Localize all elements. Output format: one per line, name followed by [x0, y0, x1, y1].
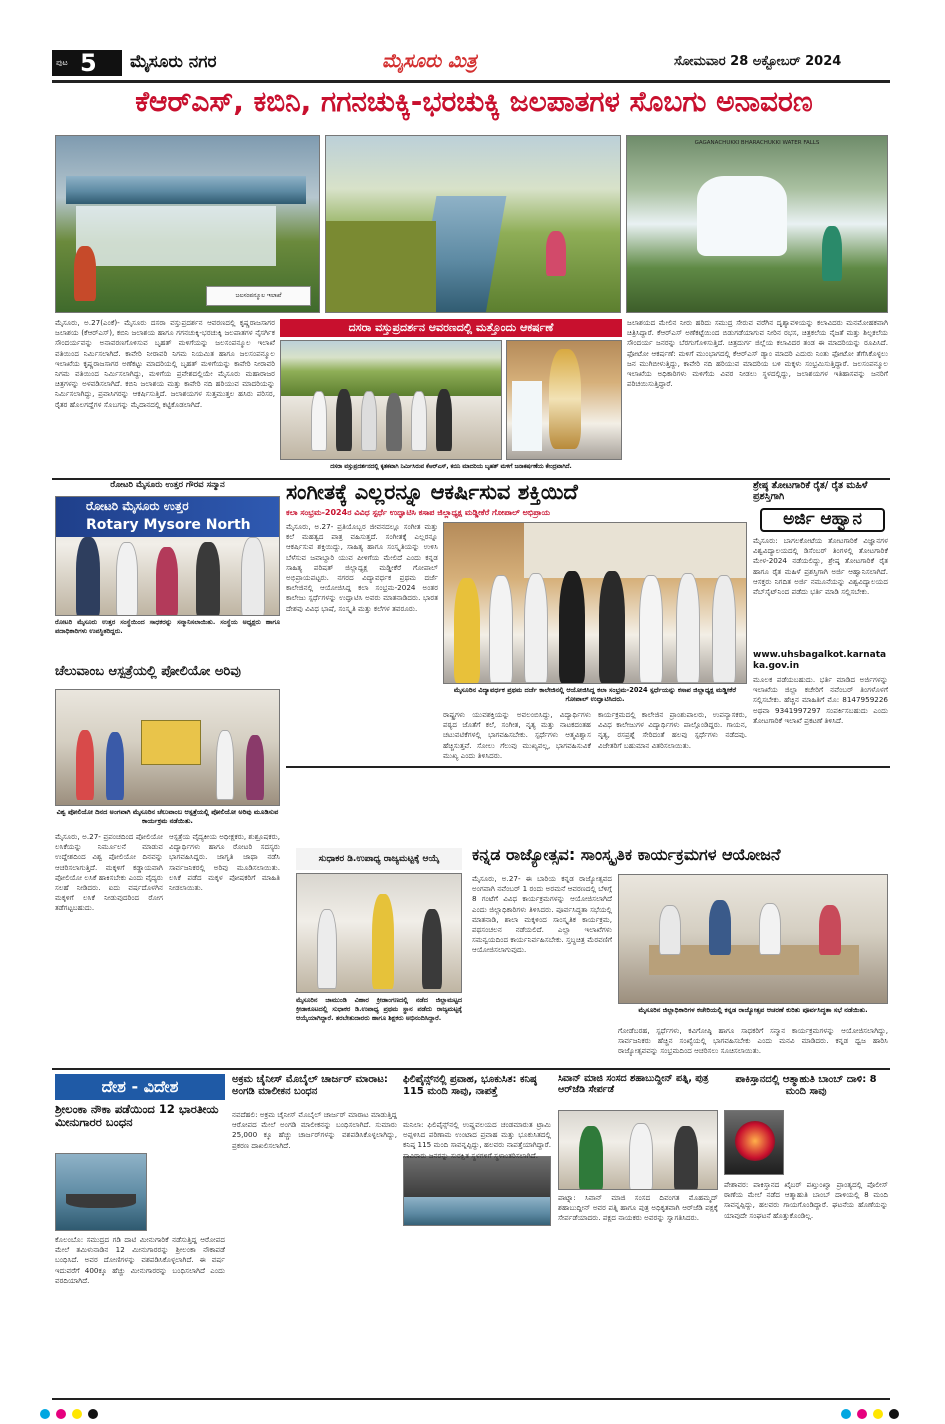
- dept-sign-text: ಜಲಸಂಪನ್ಮೂಲ ಇಲಾಖೆ: [235, 292, 282, 299]
- masthead-rule: [52, 80, 890, 83]
- desha-s3-body: ಮನಿಲಾ: ಫಿಲಿಪೈನ್ಸ್‌ನಲ್ಲಿ ಉಷ್ಣವಲಯದ ಚಂಡಮಾರುತ ಟ್ರಾಮಿ ಅಪ್ಪಳಿಸಿದ ಪರಿಣಾಮ ಉಂಟಾದ ಪ್ರವಾಹ ಮತ್ತು ಭೂಕುಸಿತದಲ್ಲಿ ಕನಿಷ್ಠ 115 ಮಂದಿ ಸಾವನ್ನಪ್ಪಿದ್ದು, ಹಲವರು ನಾಪತ್ತೆಯಾಗಿದ್ದಾರೆ. ಸಾವಿರಾರು ಜನರನ್ನು ಸುರಕ್ಷಿತ ಸ್ಥಳಗಳಿಗೆ ಸ್ಥಳಾಂತರಿಸಲಾಗಿದೆ.: [403, 1120, 551, 1160]
- rotary-person-1: [76, 537, 100, 616]
- registration-dot-black-2: [889, 1409, 899, 1419]
- politician-3: [674, 1126, 698, 1190]
- guest-2: [489, 575, 513, 683]
- sub-caption: ದಸರಾ ವಸ್ತುಪ್ರದರ್ಶನದಲ್ಲಿ ಕೃತಕವಾಗಿ ನಿರ್ಮಿಸಿರುವ ಕೆಆರ್‌ಎಸ್, ಕಬಿನಿ ಮಾದರಿಯ ಬೃಹತ್ ಮಳಿಗೆ ಜನಾಕರ್ಷಣೆಯ ಕೇಂದ್ರವಾಗಿದೆ.: [330, 464, 572, 470]
- polio-photo: [55, 689, 280, 806]
- dam-shape: [66, 176, 306, 204]
- bottom-rule: [52, 1398, 890, 1400]
- rotary-banner: [56, 497, 280, 537]
- guest-4: [559, 571, 585, 683]
- rotary-caption: ರೋಟರಿ ಮೈಸೂರು ಉತ್ತರ ಸಂಸ್ಥೆಯಿಂದ ಸಾಧಕರನ್ನು ಸನ್ಮಾನಿಸಲಾಯಿತು. ಸಂಸ್ಥೆಯ ಅಧ್ಯಕ್ಷರು ಹಾಗೂ ಪದಾಧಿಕಾರಿಗಳು ಉಪಸ್ಥಿತರಿದ್ದರು.: [55, 618, 280, 635]
- polio-person-3: [216, 730, 234, 800]
- music-col-mid: ರಾಷ್ಟ್ರಗಳು ಯುವಶಕ್ತಿಯನ್ನು ಅವಲಂಬಿಸಿದ್ದು, ವಿದ್ಯಾರ್ಥಿಗಳು ಪಠ್ಯದ ಜೊತೆಗೆ ಕಲೆ, ಸಂಗೀತ, ನೃತ್ಯ ಮತ್ತು ನಾಟಕದಂತಹ ಚಟುವಟಿಕೆಗಳಲ್ಲಿ ಭಾಗವಹಿಸಬೇಕು. ಸ್ಪರ್ಧೆಗಳು ಆತ್ಮವಿಶ್ವಾಸ ಹೆಚ್ಚಿಸುತ್ತವೆ. ಸೋಲು ಗೆಲುವು ಮುಖ್ಯವಲ್ಲ, ಭಾಗವಹಿಸುವಿಕೆ ಮುಖ್ಯ ಎಂದು ತಿಳಿಸಿದರು.: [443, 710, 591, 760]
- guest-5: [599, 571, 625, 683]
- registration-dot-magenta-2: [857, 1409, 867, 1419]
- desha-band-text: ದೇಶ - ವಿದೇಶ: [101, 1077, 179, 1096]
- masthead: [52, 48, 890, 78]
- music-col-right: ಕಾರ್ಯಕ್ರಮದಲ್ಲಿ ಕಾಲೇಜಿನ ಪ್ರಾಂಶುಪಾಲರು, ಉಪನ್ಯಾಸಕರು, ವಿವಿಧ ಕಾಲೇಜುಗಳ ವಿದ್ಯಾರ್ಥಿಗಳು ಪಾಲ್ಗೊಂಡಿದ್ದರು. ಗಾಯನ, ನೃತ್ಯ, ರಸಪ್ರಶ್ನೆ ಸೇರಿದಂತೆ ಹಲವು ಸ್ಪರ್ಧೆಗಳು ನಡೆದವು. ವಿಜೇತರಿಗೆ ಬಹುಮಾನ ವಿತರಿಸಲಾಯಿತು.: [598, 710, 747, 750]
- rajyotsava-col-b: ಗೋಡೆಬರಹ, ಸ್ಪರ್ಧೆಗಳು, ಕವಿಗೋಷ್ಠಿ ಹಾಗೂ ಸಾಧಕರಿಗೆ ಸನ್ಮಾನ ಕಾರ್ಯಕ್ರಮಗಳನ್ನು ಆಯೋಜಿಸಲಾಗಿದ್ದು, ಸಾರ್ವಜನಿಕರು ಹೆಚ್ಚಿನ ಸಂಖ್ಯೆಯಲ್ಲಿ ಭಾಗವಹಿಸಬೇಕು ಎಂದು ಮನವಿ ಮಾಡಿದರು. ಕನ್ನಡ ಧ್ವಜ ಹಾರಿಸಿ ರಾಜ್ಯೋತ್ಸವವನ್ನು ಸಂಭ್ರಮದಿಂದ ಆಚರಿಸಲು ಸೂಚಿಸಲಾಯಿತು.: [618, 1026, 888, 1056]
- blast-shape: [735, 1121, 775, 1161]
- music-subhead: ಕಲಾ ಸಂಭ್ರಮ-2024ರ ವಿವಿಧ ಸ್ಪರ್ಧೆ ಉದ್ಘಾಟಿಸಿ ಕಸಾಪ ಜಿಲ್ಲಾಧ್ಯಕ್ಷ ಮಡ್ಡೀಕೆರೆ ಗೋಪಾಲ್ ಅಭಿಪ್ರಾಯ: [286, 508, 551, 517]
- group-person-5: [411, 391, 427, 451]
- politician-1: [579, 1126, 603, 1190]
- horti-headline: ಅರ್ಜಿ ಆಹ್ವಾನ: [760, 508, 885, 532]
- dam-water-fall: [76, 206, 276, 266]
- rotary-banner-en: Rotary Mysore North: [86, 517, 251, 533]
- official-1: [659, 905, 681, 955]
- lead-headline: ಕೆಆರ್‌ಎಸ್, ಕಬಿನಿ, ಗಗನಚುಕ್ಕಿ-ಭರಚುಕ್ಕಿ ಜಲಪಾತಗಳ ಸೊಬಗು ಅನಾವರಣ: [135, 86, 813, 118]
- statue-waterfall: [512, 381, 542, 451]
- sudhaker-photo: [296, 873, 462, 993]
- rajyotsava-headline: ಕನ್ನಡ ರಾಜ್ಯೋತ್ಸವ: ಸಾಂಸ್ಕೃತಿಕ ಕಾರ್ಯಕ್ರಮಗಳ ಆಯೋಜನೆ: [472, 846, 781, 864]
- music-photo: [443, 522, 747, 684]
- desha-s1-head: ಶ್ರೀಲಂಕಾ ನೌಕಾ ಪಡೆಯಿಂದ 12 ಭಾರತೀಯ ಮೀನುಗಾರರ ಬಂಧನ: [55, 1103, 219, 1130]
- lead-col1: ಮೈಸೂರು, ಅ.27(ಎಂಕೆ)- ಮೈಸೂರು ದಸರಾ ವಸ್ತುಪ್ರದರ್ಶನ ಆವರಣದಲ್ಲಿ ಕೃಷ್ಣರಾಜಸಾಗರ ಜಲಾಶಯ (ಕೆಆರ್‌ಎಸ್), ಕಬಿನಿ ಜಲಾಶಯ ಹಾಗೂ ಗಗನಚುಕ್ಕಿ-ಭರಚುಕ್ಕಿ ಜಲಪಾತಗಳ ನೈಸರ್ಗಿಕ ಸೌಂದರ್ಯವನ್ನು ಅನಾವರಣಗೊಳಿಸುವ ಬೃಹತ್ ಮಳಿಗೆಯನ್ನು ಜಲಸಂಪನ್ಮೂಲ ಇಲಾಖೆ ವತಿಯಿಂದ ನಿರ್ಮಿಸಲಾಗಿದೆ. ಕಾವೇರಿ ನೀರಾವರಿ ನಿಗಮ ನಿಯಮಿತ ಹಾಗೂ ಜಲಸಂಪನ್ಮೂಲ ಇಲಾಖೆಯ ಕೃಷ್ಣರಾಜಸಾಗರ ಅಣೆಕಟ್ಟು ಮಾದರಿಯಲ್ಲಿ ಬೃಹತ್ ಮಳಿಗೆಯನ್ನು ಕಾವೇರಿ ನೀರಾವರಿ ನಿಗಮ ವತಿಯಿಂದ ನಿರ್ಮಿಸಲಾಗಿದ್ದು, ಮಳಿಗೆಯ ಪ್ರವೇಶದಲ್ಲಿಯೇ ಮೈಸೂರು ಮಹಾರಾಜರ ಚಿತ್ರಗಳನ್ನು ಅಳವಡಿಸಲಾಗಿದೆ. ಕಬಿನಿ ಜಲಾಶಯ ಮತ್ತು ಕಾವೇರಿ ನದಿ ಹರಿಯುವ ಮಾದರಿಯನ್ನು ನಿರ್ಮಿಸಲಾಗಿದ್ದು, ಪ್ರವಾಸಿಗರನ್ನು ಆಕರ್ಷಿಸುತ್ತಿದೆ. ಜಲಾಶಯಗಳ ಸುತ್ತಮುತ್ತಲ ಹಸಿರು ಪರಿಸರ, ರೈತರ ಹೊಲಗದ್ದೆಗಳ ಸೊಬಗನ್ನು ಮೈದಾನದಲ್ಲಿ ಕಟ್ಟಿಕೊಡಲಾಗಿದೆ.: [55, 318, 275, 409]
- music-col-left: ಮೈಸೂರು, ಅ.27- ಪ್ರತಿಯೊಬ್ಬರ ಜೀವನದಲ್ಲೂ ಸಂಗೀತ ಮತ್ತು ಕಲೆ ಮಹತ್ವದ ಪಾತ್ರ ವಹಿಸುತ್ತದೆ. ಸಂಗೀತಕ್ಕೆ ಎಲ್ಲರನ್ನೂ ಆಕರ್ಷಿಸುವ ಶಕ್ತಿಯಿದ್ದು, ಸಾಹಿತ್ಯ ಹಾಗೂ ಸಂಸ್ಕೃತಿಯನ್ನು ಉಳಿಸಿ ಬೆಳೆಸುವ ಜವಾಬ್ದಾರಿ ಯುವ ಪೀಳಿಗೆಯ ಮೇಲಿದೆ ಎಂದು ಕನ್ನಡ ಸಾಹಿತ್ಯ ಪರಿಷತ್ ಜಿಲ್ಲಾಧ್ಯಕ್ಷ ಮಡ್ಡೀಕೆರೆ ಗೋಪಾಲ್ ಅಭಿಪ್ರಾಯಪಟ್ಟರು. ನಗರದ ವಿದ್ಯಾವರ್ಧಕ ಪ್ರಥಮ ದರ್ಜೆ ಕಾಲೇಜಿನಲ್ಲಿ ಆಯೋಜಿಸಿದ್ದ ಕಲಾ ಸಂಭ್ರಮ-2024 ಅಂತರ ಕಾಲೇಜು ಸ್ಪರ್ಧೆಗಳನ್ನು ಉದ್ಘಾಟಿಸಿ ಅವರು ಮಾತನಾಡಿದರು. ಭಾರತ ದೇಶವು ವಿವಿಧ ಭಾಷೆ, ಸಂಸ್ಕೃತಿ ಮತ್ತು ಕಲೆಗಳ ತವರೂರು.: [286, 522, 438, 613]
- desha-s4-photo: [558, 1110, 718, 1190]
- polio-headline: ಚೆಲುವಾಂಬ ಆಸ್ಪತ್ರೆಯಲ್ಲಿ ಪೋಲಿಯೋ ಅರಿವು: [55, 665, 241, 679]
- page-label: ಪುಟ: [56, 58, 68, 67]
- registration-dot-yellow-2: [873, 1409, 883, 1419]
- polio-col-b: ಆಸ್ಪತ್ರೆಯ ವೈದ್ಯಕೀಯ ಅಧೀಕ್ಷಕರು, ಶುಶ್ರೂಷಕರು, ವಿದ್ಯಾರ್ಥಿಗಳು ಹಾಗೂ ರೋಟರಿ ಸದಸ್ಯರು ಭಾಗವಹಿಸಿದ್ದರು. ಜಾಗೃತಿ ಜಾಥಾ ನಡೆಸಿ ಸಾರ್ವಜನಿಕರಲ್ಲಿ ಅರಿವು ಮೂಡಿಸಲಾಯಿತು. ಲಸಿಕೆ ಪಡೆದ ಮಕ್ಕಳ ಪೋಷಕರಿಗೆ ಮಾಹಿತಿ ನೀಡಲಾಯಿತು.: [169, 832, 280, 893]
- polio-person-2: [106, 732, 124, 800]
- rotary-person-5: [241, 537, 265, 616]
- crop-field: [326, 221, 436, 313]
- registration-dot-black: [88, 1409, 98, 1419]
- rotary-person-4: [196, 542, 220, 616]
- registration-dot-cyan-2: [841, 1409, 851, 1419]
- group-person-4: [386, 393, 402, 451]
- desha-s1-body: ಕೊಲಂಬೊ: ಸಮುದ್ರದ ಗಡಿ ದಾಟಿ ಮೀನುಗಾರಿಕೆ ನಡೆಸುತ್ತಿದ್ದ ಆರೋಪದ ಮೇಲೆ ತಮಿಳುನಾಡಿನ 12 ಮೀನುಗಾರರನ್ನು ಶ್ರೀಲಂಕಾ ನೌಕಾಪಡೆ ಬಂಧಿಸಿದೆ. ಅವರ ದೋಣಿಗಳನ್ನು ವಶಪಡಿಸಿಕೊಳ್ಳಲಾಗಿದೆ. ಈ ವರ್ಷ ಇದುವರೆಗೆ 400ಕ್ಕೂ ಹೆಚ್ಚು ಮೀನುಗಾರರನ್ನು ಬಂಧಿಸಲಾಗಿದೆ ಎಂದು ವರದಿಯಾಗಿದೆ.: [55, 1235, 225, 1285]
- desha-s3-head: ಫಿಲಿಪೈನ್ಸ್‌ನಲ್ಲಿ ಪ್ರವಾಹ, ಭೂಕುಸಿತ: ಕನಿಷ್ಠ 115 ಮಂದಿ ಸಾವು, ನಾಪತ್ತೆ: [403, 1074, 537, 1097]
- desha-s5-body: ಪೇಶಾವರ: ಪಾಕಿಸ್ತಾನದ ಖೈಬರ್ ಪಖ್ತುಂಖ್ವಾ ಪ್ರಾಂತ್ಯದಲ್ಲಿ ಪೊಲೀಸ್ ಠಾಣೆಯ ಮೇಲೆ ನಡೆದ ಆತ್ಮಾಹುತಿ ಬಾಂಬ್ ದಾಳಿಯಲ್ಲಿ 8 ಮಂದಿ ಸಾವನ್ನಪ್ಪಿದ್ದು, ಹಲವರು ಗಾಯಗೊಂಡಿದ್ದಾರೆ. ಘಟನೆಯ ಹೊಣೆಯನ್ನು ಯಾವುದೇ ಸಂಘಟನೆ ಹೊತ್ತುಕೊಂಡಿಲ್ಲ.: [724, 1180, 888, 1220]
- statue-figure: [549, 349, 581, 449]
- rotary-person-2: [116, 542, 138, 616]
- group-person-2: [336, 389, 352, 451]
- athlete-figure: [372, 894, 394, 989]
- section-rule-3: [52, 1068, 890, 1070]
- sub-photo-statue: [506, 340, 622, 460]
- mural-backdrop: [281, 341, 502, 396]
- desha-s2-body: ನವದೆಹಲಿ: ಅಕ್ರಮ ಚೈನೀಸ್ ಮೊಬೈಲ್ ಚಾರ್ಜರ್ ಮಾರಾಟ ಮಾಡುತ್ತಿದ್ದ ಆರೋಪದ ಮೇಲೆ ಅಂಗಡಿ ಮಾಲೀಕನನ್ನು ಬಂಧಿಸಲಾಗಿದೆ. ಸುಮಾರು 25,000 ಕ್ಕೂ ಹೆಚ್ಚು ಚಾರ್ಜರ್‌ಗಳನ್ನು ವಶಪಡಿಸಿಕೊಳ್ಳಲಾಗಿದ್ದು, ಪ್ರಕರಣ ದಾಖಲಿಸಲಾಗಿದೆ.: [232, 1110, 397, 1150]
- stage-backdrop: [524, 523, 747, 578]
- coach-figure: [317, 909, 337, 989]
- sub-photo-group: [280, 340, 502, 460]
- polio-person-1: [76, 730, 94, 800]
- desha-s1-photo: [55, 1153, 147, 1231]
- registration-dot-yellow: [72, 1409, 82, 1419]
- sub-banner: ದಸರಾ ವಸ್ತುಪ್ರದರ್ಶನ ಆವರಣದಲ್ಲಿ ಮತ್ತೊಂದು ಆಕರ್ಷಣೆ: [280, 319, 622, 337]
- polio-caption: ವಿಶ್ವ ಪೋಲಿಯೋ ದಿನದ ಅಂಗವಾಗಿ ಮೈಸೂರಿನ ಚೆಲುವಾಂಬ ಆಸ್ಪತ್ರೆಯಲ್ಲಿ ಪೋಲಿಯೋ ಅರಿವು ಮೂಡಿಸುವ ಕಾರ್ಯಕ್ರಮ ನಡೆಯಿತು.: [56, 808, 279, 825]
- polio-person-4: [246, 735, 264, 800]
- horti-website[interactable]: www.uhsbagalkot.karnataka.gov.in: [753, 650, 887, 671]
- polio-poster: [141, 720, 201, 765]
- rajyotsava-photo-caption: ಮೈಸೂರಿನ ಜಿಲ್ಲಾಧಿಕಾರಿಗಳ ಕಚೇರಿಯಲ್ಲಿ ಕನ್ನಡ ರಾಜ್ಯೋತ್ಸವ ಆಚರಣೆ ಕುರಿತು ಪೂರ್ವಸಿದ್ಧತಾ ಸಭೆ ನಡೆಯಿತು.: [638, 1006, 868, 1014]
- polio-col-a: ಮೈಸೂರು, ಅ.27- ಪ್ರಪಂಚದಿಂದ ಪೋಲಿಯೋ ಲಸಿಕೆಯನ್ನು ನಿರ್ಮೂಲನೆ ಮಾಡುವ ಉದ್ದೇಶದಿಂದ ವಿಶ್ವ ಪೋಲಿಯೋ ದಿನವನ್ನು ಆಚರಿಸಲಾಗುತ್ತಿದೆ. ಮಕ್ಕಳಿಗೆ ಕಡ್ಡಾಯವಾಗಿ ಪೋಲಿಯೋ ಲಸಿಕೆ ಹಾಕಿಸಬೇಕು ಎಂದು ವೈದ್ಯರು ಸಲಹೆ ನೀಡಿದರು. ಐದು ವರ್ಷದೊಳಗಿನ ಮಕ್ಕಳಿಗೆ ಲಸಿಕೆ ನೀಡುವುದರಿಂದ ರೋಗ ತಡೆಗಟ್ಟಬಹುದು.: [55, 832, 163, 913]
- page-number-box: [52, 50, 122, 76]
- rotary-banner-kn: ರೋಟರಿ ಮೈಸೂರು ಉತ್ತರ: [86, 499, 189, 513]
- desha-s5-head: ಪಾಕಿಸ್ತಾನದಲ್ಲಿ ಆತ್ಮಾಹುತಿ ಬಾಂಬ್ ದಾಳಿ: 8 ಮಂದಿ ಸಾವು: [735, 1074, 877, 1097]
- sudhaker-caption: ಮೈಸೂರಿನ ಜಾಮುಂಡಿ ವಿಹಾರ ಕ್ರೀಡಾಂಗಣದಲ್ಲಿ ನಡೆದ ಜಿಲ್ಲಾಮಟ್ಟದ ಕ್ರೀಡಾಕೂಟದಲ್ಲಿ ಸುಧಾಕರ ಡಿ.ಉಪಾಧ್ಯ ಪ್ರಥಮ ಸ್ಥಾನ ಪಡೆದು ರಾಜ್ಯಮಟ್ಟಕ್ಕೆ ಆಯ್ಕೆಯಾಗಿದ್ದಾರೆ. ತರಬೇತುದಾರರು ಹಾಗೂ ಶಿಕ್ಷಕರು ಅಭಿನಂದಿಸಿದ್ದಾರೆ.: [296, 996, 462, 1022]
- official-3: [759, 903, 781, 955]
- politician-2: [629, 1123, 653, 1190]
- section-rule-2: [286, 766, 890, 768]
- lead-photo-kabini: [325, 135, 621, 313]
- registration-dot-cyan: [40, 1409, 50, 1419]
- guest-6: [639, 575, 663, 683]
- desha-s4-body: ಪಾಟ್ನಾ: ಸಿವಾನ್ ಮಾಜಿ ಸಂಸದ ದಿವಂಗತ ಮೊಹಮ್ಮದ್ ಶಹಾಬುದ್ದೀನ್ ಅವರ ಪತ್ನಿ ಹಾಗೂ ಪುತ್ರ ಅಧಿಕೃತವಾಗಿ ಆರ್‌ಜೆಡಿ ಪಕ್ಷಕ್ಕೆ ಸೇರ್ಪಡೆಯಾದರು. ಪಕ್ಷದ ನಾಯಕರು ಅವರನ್ನು ಸ್ವಾಗತಿಸಿದರು.: [558, 1193, 718, 1223]
- rotary-photo: [55, 496, 280, 616]
- music-headline: ಸಂಗೀತಕ್ಕೆ ಎಲ್ಲರನ್ನೂ ಆಕರ್ಷಿಸುವ ಶಕ್ತಿಯಿದೆ: [286, 480, 578, 504]
- falls-sign: [667, 140, 847, 154]
- desha-s2-head: ಅಕ್ರಮ ಚೈನೀಸ್ ಮೊಬೈಲ್ ಚಾರ್ಜರ್ ಮಾರಾಟ: ಅಂಗಡಿ ಮಾಲೀಕನ ಬಂಧನ: [232, 1074, 388, 1097]
- horti-kicker: ಶ್ರೇಷ್ಠ ತೋಟಗಾರಿಕೆ ರೈತ/ ರೈತ ಮಹಿಳೆ ಪ್ರಶಸ್ತಿಗಾಗಿ: [753, 481, 868, 502]
- page-number: 5: [80, 49, 97, 77]
- group-person-3: [361, 391, 377, 451]
- rajyotsava-photo: [618, 874, 888, 1004]
- desha-band: [55, 1074, 225, 1100]
- paper-name: ಮೈಸೂರು ಮಿತ್ರ: [382, 50, 477, 72]
- rotary-kicker: ರೋಟರಿ ಮೈಸೂರು ಉತ್ತರ ಗೌರವ ಸನ್ಮಾನ: [110, 481, 225, 490]
- rotary-person-3: [156, 547, 178, 616]
- guest-7: [676, 573, 700, 683]
- falls-sign-text: GAGANACHUKKI BHARACHUKKI WATER FALLS: [694, 140, 820, 146]
- desha-s4-head: ಸಿವಾನ್ ಮಾಜಿ ಸಂಸದ ಶಹಾಬುದ್ದೀನ್ ಪತ್ನಿ, ಪುತ್ರ ಆರ್‌ಜೆಡಿ ಸೇರ್ಪಡೆ: [558, 1074, 709, 1095]
- group-person-6: [436, 389, 452, 451]
- waterfall-shape: [697, 176, 787, 256]
- guest-1: [454, 578, 480, 683]
- horti-body: ಮೈಸೂರು: ಬಾಗಲಕೋಟೆಯ ತೋಟಗಾರಿಕೆ ವಿಜ್ಞಾನಗಳ ವಿಶ್ವವಿದ್ಯಾಲಯದಲ್ಲಿ ಡಿಸೆಂಬರ್ ತಿಂಗಳಲ್ಲಿ ತೋಟಗಾರಿಕೆ ಮೇಳ-2024 ನಡೆಯಲಿದ್ದು, ಶ್ರೇಷ್ಠ ತೋಟಗಾರಿಕೆ ರೈತ ಹಾಗೂ ರೈತ ಮಹಿಳೆ ಪ್ರಶಸ್ತಿಗಾಗಿ ಅರ್ಜಿ ಆಹ್ವಾನಿಸಲಾಗಿದೆ. ಆಸಕ್ತರು ನಿಗದಿತ ಅರ್ಜಿ ನಮೂನೆಯನ್ನು ವಿಶ್ವವಿದ್ಯಾಲಯದ ವೆಬ್‌ಸೈಟ್‌ನಿಂದ ಪಡೆದು ಭರ್ತಿ ಮಾಡಿ ಸಲ್ಲಿಸಬೇಕು.: [753, 536, 888, 597]
- registration-dot-magenta: [56, 1409, 66, 1419]
- guest-8: [712, 575, 736, 683]
- dept-sign: [206, 286, 311, 306]
- issue-date: ಸೋಮವಾರ 28 ಅಕ್ಟೋಬರ್ 2024: [674, 54, 842, 69]
- rajyotsava-col-a: ಮೈಸೂರು, ಅ.27- ಈ ಬಾರಿಯ ಕನ್ನಡ ರಾಜ್ಯೋತ್ಸವದ ಅಂಗವಾಗಿ ನವೆಂಬರ್ 1 ರಂದು ಅರಮನೆ ಆವರಣದಲ್ಲಿ ಬೆಳಿಗ್ಗೆ 8 ಗಂಟೆಗೆ ವಿವಿಧ ಕಾರ್ಯಕ್ರಮಗಳನ್ನು ಆಯೋಜಿಸಲಾಗಿದೆ ಎಂದು ಜಿಲ್ಲಾಧಿಕಾರಿಗಳು ತಿಳಿಸಿದರು. ಪೂರ್ವಸಿದ್ಧತಾ ಸಭೆಯಲ್ಲಿ ಮಾತನಾಡಿ, ಶಾಲಾ ಮಕ್ಕಳಿಂದ ಸಾಂಸ್ಕೃತಿಕ ಕಾರ್ಯಕ್ರಮ, ಪಥಸಂಚಲನ ನಡೆಯಲಿದೆ. ಎಲ್ಲಾ ಇಲಾಖೆಗಳು ಸಮನ್ವಯದಿಂದ ಕಾರ್ಯನಿರ್ವಹಿಸಬೇಕು. ಸ್ತಬ್ಧಚಿತ್ರ ಮೆರವಣಿಗೆ ಆಯೋಜಿಸಲಾಗುವುದು.: [472, 874, 612, 955]
- guest-3: [524, 573, 548, 683]
- desha-s5-photo: [724, 1110, 784, 1175]
- lead-photo-gaganachukki: [626, 135, 888, 313]
- lead-photo-krs: [55, 135, 320, 313]
- music-photo-caption: ಮೈಸೂರಿನ ವಿದ್ಯಾವರ್ಧಕ ಪ್ರಥಮ ದರ್ಜೆ ಕಾಲೇಜಿನಲ್ಲಿ ಆಯೋಜಿಸಿದ್ದ ಕಲಾ ಸಂಭ್ರಮ-2024 ಸ್ಪರ್ಧೆಯನ್ನು ಕಸಾಪ ಜಿಲ್ಲಾಧ್ಯಕ್ಷ ಮಡ್ಡೀಕೆರೆ ಗೋಪಾಲ್ ಉದ್ಘಾಟಿಸಿದರು.: [453, 686, 737, 703]
- official-4: [819, 905, 841, 955]
- sudhaker-headline: ಸುಧಾಕರ ಡಿ.ಉಪಾಧ್ಯ ರಾಜ್ಯಮಟ್ಟಕ್ಕೆ ಆಯ್ಕೆ: [296, 848, 462, 870]
- teacher-figure: [422, 909, 442, 989]
- horti-body2: ಮೂಲಕ ಪಡೆಯಬಹುದು. ಭರ್ತಿ ಮಾಡಿದ ಅರ್ಜಿಗಳನ್ನು ಇಲಾಖೆಯ ಜಿಲ್ಲಾ ಕಚೇರಿಗೆ ನವೆಂಬರ್ ತಿಂಗಳೊಳಗೆ ಸಲ್ಲಿಸಬೇಕು. ಹೆಚ್ಚಿನ ಮಾಹಿತಿಗೆ ಮೊ: 8147959226 ಅಥವಾ 9341997297 ಸಂಪರ್ಕಿಸಬಹುದು ಎಂದು ತೋಟಗಾರಿಕೆ ಇಲಾಖೆ ಪ್ರಕಟಣೆ ತಿಳಿಸಿದೆ.: [753, 675, 888, 725]
- visitor-figure: [822, 226, 842, 281]
- section-name: ಮೈಸೂರು ನಗರ: [130, 52, 217, 72]
- lead-col4: ಜಲಾಶಯದ ಮೇಲಿನ ನೀರು ಹರಿದು ಸಮುದ್ರ ಸೇರುವ ವರೆಗಿನ ದೃಶ್ಯಾವಳಿಯನ್ನು ಕಲಾವಿದರು ಮನಮೋಹಕವಾಗಿ ಚಿತ್ರಿಸಿದ್ದಾರೆ. ಕೆಆರ್‌ಎಸ್ ಅಣೆಕಟ್ಟೆಯಿಂದ ಬಿಡುಗಡೆಯಾಗುವ ನೀರಿನ ರಭಸ, ಚಿತ್ರಕಲೆಯ ನೈಜತೆ ಮತ್ತು ಶಿಲ್ಪಕಲೆಯ ಸೌಂದರ್ಯ ಜನರನ್ನು ಬೆರಗುಗೊಳಿಸುತ್ತಿದೆ. ಚಿತ್ರದುರ್ಗ ಜಿಲ್ಲೆಯ ಕಲಾವಿದರ ತಂಡ ಈ ಮಾದರಿಯನ್ನು ರೂಪಿಸಿದೆ. ಫೋಟೋ ಆಕರ್ಷಣೆ: ಮಳಿಗೆ ಮುಂಭಾಗದಲ್ಲಿ ಕೆಆರ್‌ಎಸ್ ಡ್ಯಾಂ ಮಾದರಿ ಎದುರು ನಿಂತು ಫೋಟೋ ತೆಗೆಸಿಕೊಳ್ಳಲು ಜನ ಮುಗಿಬೀಳುತ್ತಿದ್ದು, ಕಾವೇರಿ ನದಿ ಹರಿಯುವ ಮಾದರಿಯ ಬಳಿ ಮಕ್ಕಳು ಸಂಭ್ರಮಿಸುತ್ತಿದ್ದಾರೆ. ಜಲಸಂಪನ್ಮೂಲ ಇಲಾಖೆಯ ಅಧಿಕಾರಿಗಳು ಮಳಿಗೆಯ ವಿವರ ನೀಡಲು ಸ್ಥಳದಲ್ಲಿದ್ದು, ಜಲಾಶಯಗಳ ಇತಿಹಾಸವನ್ನು ಜನರಿಗೆ ಪರಿಚಯಿಸುತ್ತಿದ್ದಾರೆ.: [627, 318, 888, 389]
- boat-shape: [66, 1194, 136, 1208]
- farmer-figure: [546, 231, 566, 276]
- person-figure: [74, 246, 96, 301]
- official-2: [709, 900, 731, 955]
- group-person-1: [311, 391, 327, 451]
